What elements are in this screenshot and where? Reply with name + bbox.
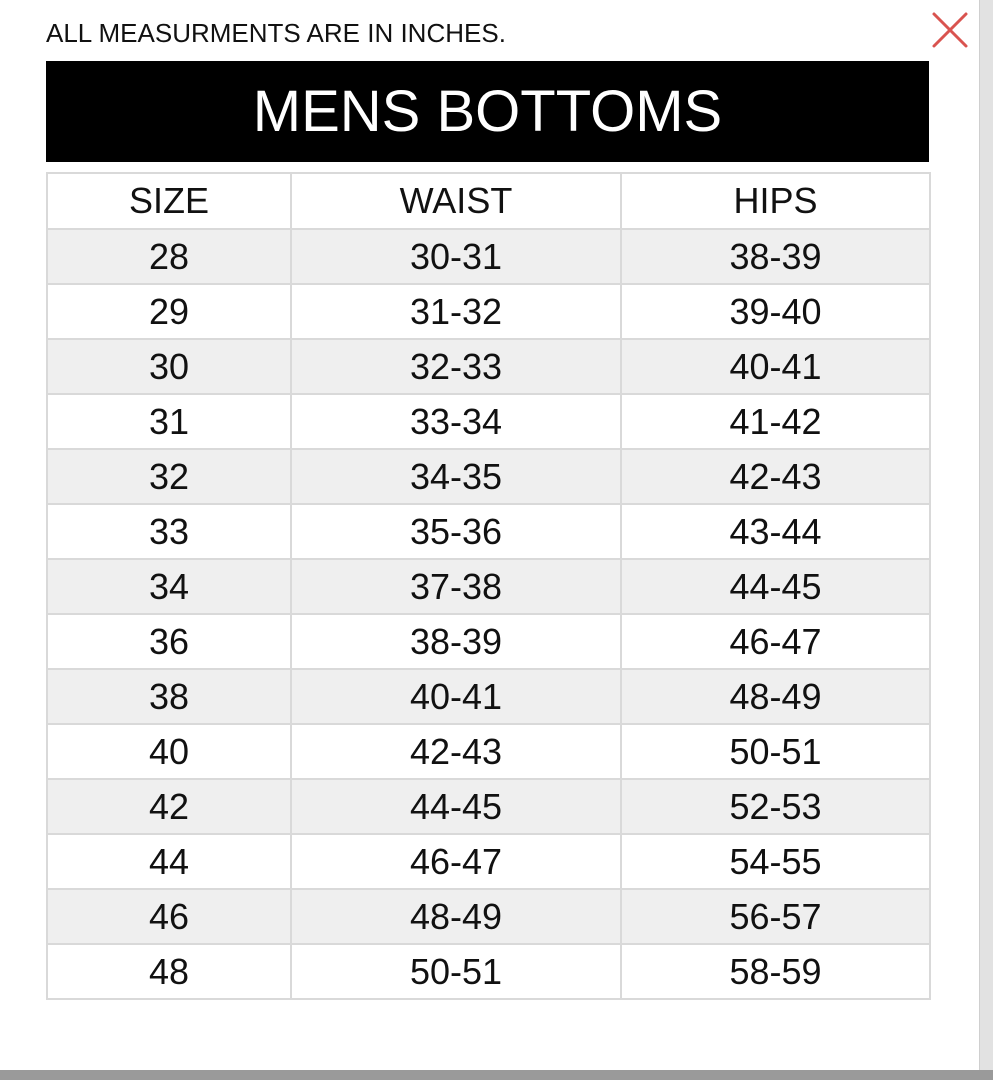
waist-cell: 31-32: [291, 284, 621, 339]
column-header-waist: WAIST: [291, 173, 621, 229]
table-row: [47, 339, 930, 394]
table-row: [47, 559, 930, 614]
waist-cell: 42-43: [291, 724, 621, 779]
waist-cell: 50-51: [291, 944, 621, 999]
table-header: [47, 173, 930, 229]
scroll-edge: [979, 0, 993, 1080]
hips-cell: 42-43: [621, 449, 930, 504]
table-body: [47, 229, 930, 999]
waist-cell: 40-41: [291, 669, 621, 724]
size-chart-table: [46, 172, 931, 1000]
size-cell: 31: [47, 394, 291, 449]
waist-cell: 33-34: [291, 394, 621, 449]
table-row: [47, 394, 930, 449]
size-cell: 33: [47, 504, 291, 559]
table-row: [47, 889, 930, 944]
column-header-size: SIZE: [47, 173, 291, 229]
hips-cell: 52-53: [621, 779, 930, 834]
hips-cell: 58-59: [621, 944, 930, 999]
chart-banner: [46, 61, 929, 162]
waist-cell: 48-49: [291, 889, 621, 944]
table-row: [47, 944, 930, 999]
bottom-scrollbar: [0, 1070, 993, 1080]
table-row: [47, 229, 930, 284]
size-cell: 32: [47, 449, 291, 504]
waist-cell: 32-33: [291, 339, 621, 394]
size-cell: 48: [47, 944, 291, 999]
waist-cell: 35-36: [291, 504, 621, 559]
hips-cell: 44-45: [621, 559, 930, 614]
size-cell: 46: [47, 889, 291, 944]
hips-cell: 40-41: [621, 339, 930, 394]
measurement-note: ALL MEASURMENTS ARE IN INCHES.: [46, 18, 506, 48]
size-cell: 28: [47, 229, 291, 284]
close-icon: [930, 10, 970, 50]
hips-cell: 39-40: [621, 284, 930, 339]
hips-cell: 38-39: [621, 229, 930, 284]
table-row: [47, 504, 930, 559]
table-row: [47, 724, 930, 779]
size-cell: 42: [47, 779, 291, 834]
hips-cell: 50-51: [621, 724, 930, 779]
hips-cell: 54-55: [621, 834, 930, 889]
hips-cell: 56-57: [621, 889, 930, 944]
size-cell: 40: [47, 724, 291, 779]
column-header-hips: HIPS: [621, 173, 930, 229]
size-cell: 29: [47, 284, 291, 339]
table-row: [47, 284, 930, 339]
hips-cell: 46-47: [621, 614, 930, 669]
hips-cell: 43-44: [621, 504, 930, 559]
waist-cell: 44-45: [291, 779, 621, 834]
size-cell: 36: [47, 614, 291, 669]
waist-cell: 30-31: [291, 229, 621, 284]
hips-cell: 41-42: [621, 394, 930, 449]
size-cell: 44: [47, 834, 291, 889]
waist-cell: 46-47: [291, 834, 621, 889]
page-title: MENS BOTTOMS: [252, 78, 723, 144]
table-row: [47, 779, 930, 834]
table-row: [47, 669, 930, 724]
table-row: [47, 449, 930, 504]
waist-cell: 34-35: [291, 449, 621, 504]
close-button[interactable]: [930, 10, 970, 50]
hips-cell: 48-49: [621, 669, 930, 724]
size-cell: 30: [47, 339, 291, 394]
table-row: [47, 614, 930, 669]
waist-cell: 38-39: [291, 614, 621, 669]
waist-cell: 37-38: [291, 559, 621, 614]
size-cell: 34: [47, 559, 291, 614]
size-cell: 38: [47, 669, 291, 724]
table-row: [47, 834, 930, 889]
header-row: [47, 173, 930, 229]
